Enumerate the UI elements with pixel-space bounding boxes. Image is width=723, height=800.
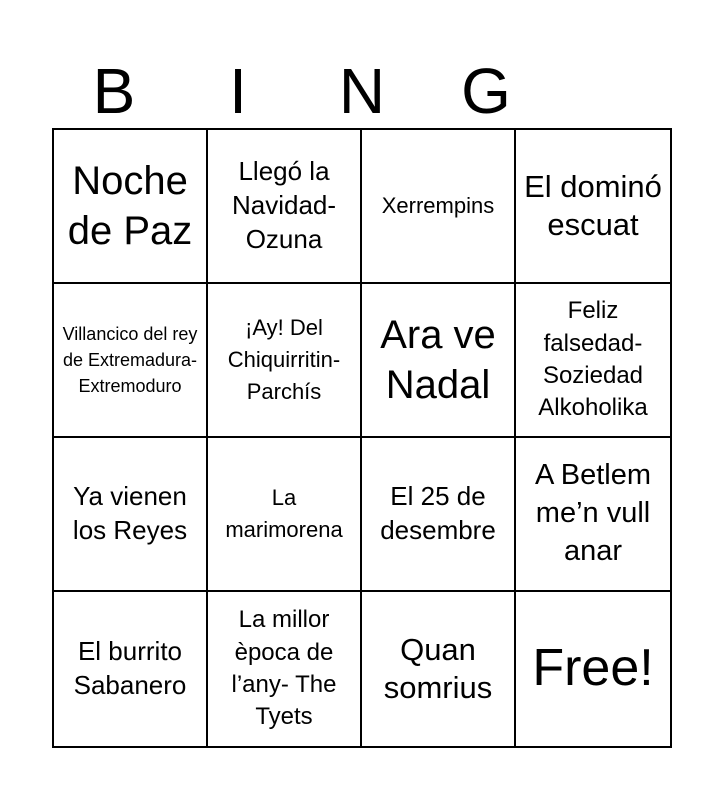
bingo-cell[interactable]: ¡Ay! Del Chiquirritin- Parchís <box>208 284 362 438</box>
bingo-cell[interactable]: Ara ve Nadal <box>362 284 516 438</box>
bingo-cell[interactable]: Llegó la Navidad- Ozuna <box>208 130 362 284</box>
bingo-cell[interactable]: Noche de Paz <box>54 130 208 284</box>
bingo-cell[interactable]: La marimorena <box>208 438 362 592</box>
header-letter-n: N <box>338 55 386 127</box>
bingo-cell[interactable]: El 25 de desembre <box>362 438 516 592</box>
bingo-cell[interactable]: Villancico del rey de Extremadura- Extremoduro <box>54 284 208 438</box>
bingo-grid <box>52 128 672 748</box>
header-letter-i: I <box>229 55 247 127</box>
bingo-cell[interactable]: Feliz falsedad- Soziedad Alkoholika <box>516 284 670 438</box>
header-letter-b: B <box>92 55 136 127</box>
bingo-header <box>52 54 672 128</box>
bingo-cell[interactable]: Xerrempins <box>362 130 516 284</box>
free-cell[interactable]: Free! <box>532 639 654 698</box>
bingo-cell[interactable]: A Betlem me’n vull anar <box>516 438 670 592</box>
bingo-cell[interactable]: Ya vienen los Reyes <box>54 438 208 592</box>
bingo-cell[interactable]: Quan somrius <box>362 592 516 746</box>
bingo-cell[interactable]: El burrito Sabanero <box>54 592 208 746</box>
bingo-cell[interactable]: El dominó escuat <box>516 130 670 284</box>
bingo-cell[interactable]: La millor època de l’any- The Tyets <box>208 592 362 746</box>
header-letter-g: G <box>461 55 511 127</box>
